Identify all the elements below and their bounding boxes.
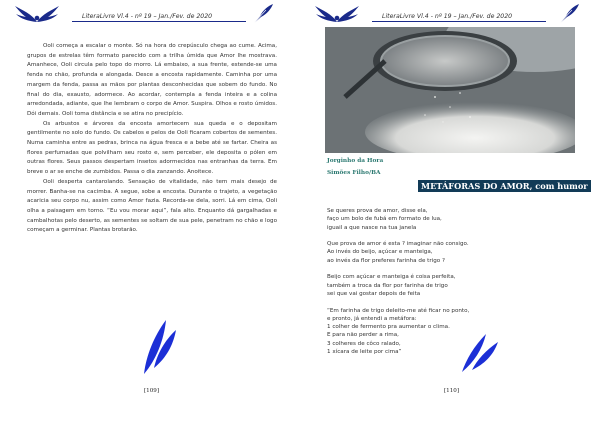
verse: e pronto, já entendi a metáfora: [327,315,417,322]
author-location: Simões Filho/BA [327,170,381,176]
header-rule [372,21,546,22]
page-number: [109] [144,388,160,394]
wings-logo-icon [14,4,60,26]
verse: sei que vai gostar depois de feita [327,290,421,297]
header-rule [72,21,246,22]
flour-sieve-photo [325,27,575,153]
blue-feathers-icon [140,318,180,376]
verse: Que prova de amor é esta ? imaginar não consigo. [327,241,469,248]
verse: Se queres prova de amor, disse ela, [327,208,428,214]
stanza [327,273,567,298]
quill-pen-icon [252,3,274,25]
header-title: LiteraLivre Vl.4 - nº 19 – Jan./Fev. de 2020 [82,13,213,20]
verse: 1 colher de fermento pra aumentar o clima. [327,324,450,331]
paragraph: Os arbustos e árvores da encosta amortecem sua queda e o depositam gentilmente no solo do fundo. Os cabelos e pelos de Ooli ficaram cobertos de sementes. Numa caminha entre as pedras, brinca na água fresca e a bebe até se fartar. Cheira as flores perfumadas que polvilham seu rosto e, sem perceber, ele deposita o pólen em outras flores. Seus passos despertam insetos adormecidos nas entranhas da terra. Em breve o ar se enche de zumbidos. Passa o dia zanzando. Anoitece. [27,120,277,176]
verse: faço um bolo de fubá em formato de lua, [327,216,442,223]
verse: “Em farinha de trigo deleito-me até ficar no ponto, [327,307,470,314]
paragraph: Ooli desperta cantarolando. Sensação de vitalidade, não tem mais desejo de morrer. Banha-se na cacimba. A segue, sobe a encosta. Durante o trajeto, a vegetação acaricia seu corpo nu, assim como Amor fazia. Recorda-se dela, sorri. Lá em cima, Ooli olha a paisagem em torno. “Eu vou morar aqui”, fala alto. Enquanto dá gargalhadas e cambalhotas pelo deserto, as sementes se soltam de sua pele, penetram no chão e logo começam a germinar. Plantas brotarão. [27,178,277,234]
wings-logo-icon [314,4,360,26]
verse: Ao invés do beijo, açúcar e manteiga, [327,249,433,256]
verse: iguail a que nasce na tua janela [327,224,417,231]
paragraph: Ooli começa a escalar o monte. Só na hora do crepúsculo chega ao cume. Acima, grupos de estrelas têm formato parecido com a trilha úmida que Amor lhe mostrava. Amanhece, Ooli circula pelo topo do morro. Lá embaixo, a sua frente, estende-se uma fenda no chão, profunda e alongada. Desce a encosta rapidamente. Caminha por uma margem da fenda, passa as mãos por plantas desconhecidas que sobem do fundo. No final do dia, exausto, adormece. Ao acordar, contempla a fenda inteira e a colina arredondada, adiante, que lhe lembram o corpo de Amor. Suspira. Olhos e rosto úmidos. Dói demais. Ooli toma distância e se atira no precipício. [27,43,277,117]
stanza [327,240,567,265]
verse: ao invés da flor preferes farinha de trigo ? [327,257,445,264]
verse: E para não perder a rima, [327,332,399,339]
right-page [300,0,600,424]
verse: 3 colheres de côco ralado, [327,340,401,347]
story-text [27,42,277,236]
author-name: Jorginho da Hora [327,158,384,164]
stanza [327,207,567,232]
poem-title: METÁFORAS DO AMOR, com humor [418,180,591,192]
poem [327,207,567,365]
quill-pen-icon [558,3,580,25]
header-title: LiteraLivre Vl.4 - nº 19 – Jan./Fev. de 2020 [382,13,513,20]
stanza [327,307,567,357]
blue-feathers-icon [460,330,500,374]
verse: também a troca da flor por farinha de trigo [327,282,448,289]
verse: Beijo com açúcar e manteiga é coisa perfeita, [327,274,456,281]
page-number: [110] [444,388,460,394]
verse: 1 xícara de leite por cima” [327,349,402,356]
